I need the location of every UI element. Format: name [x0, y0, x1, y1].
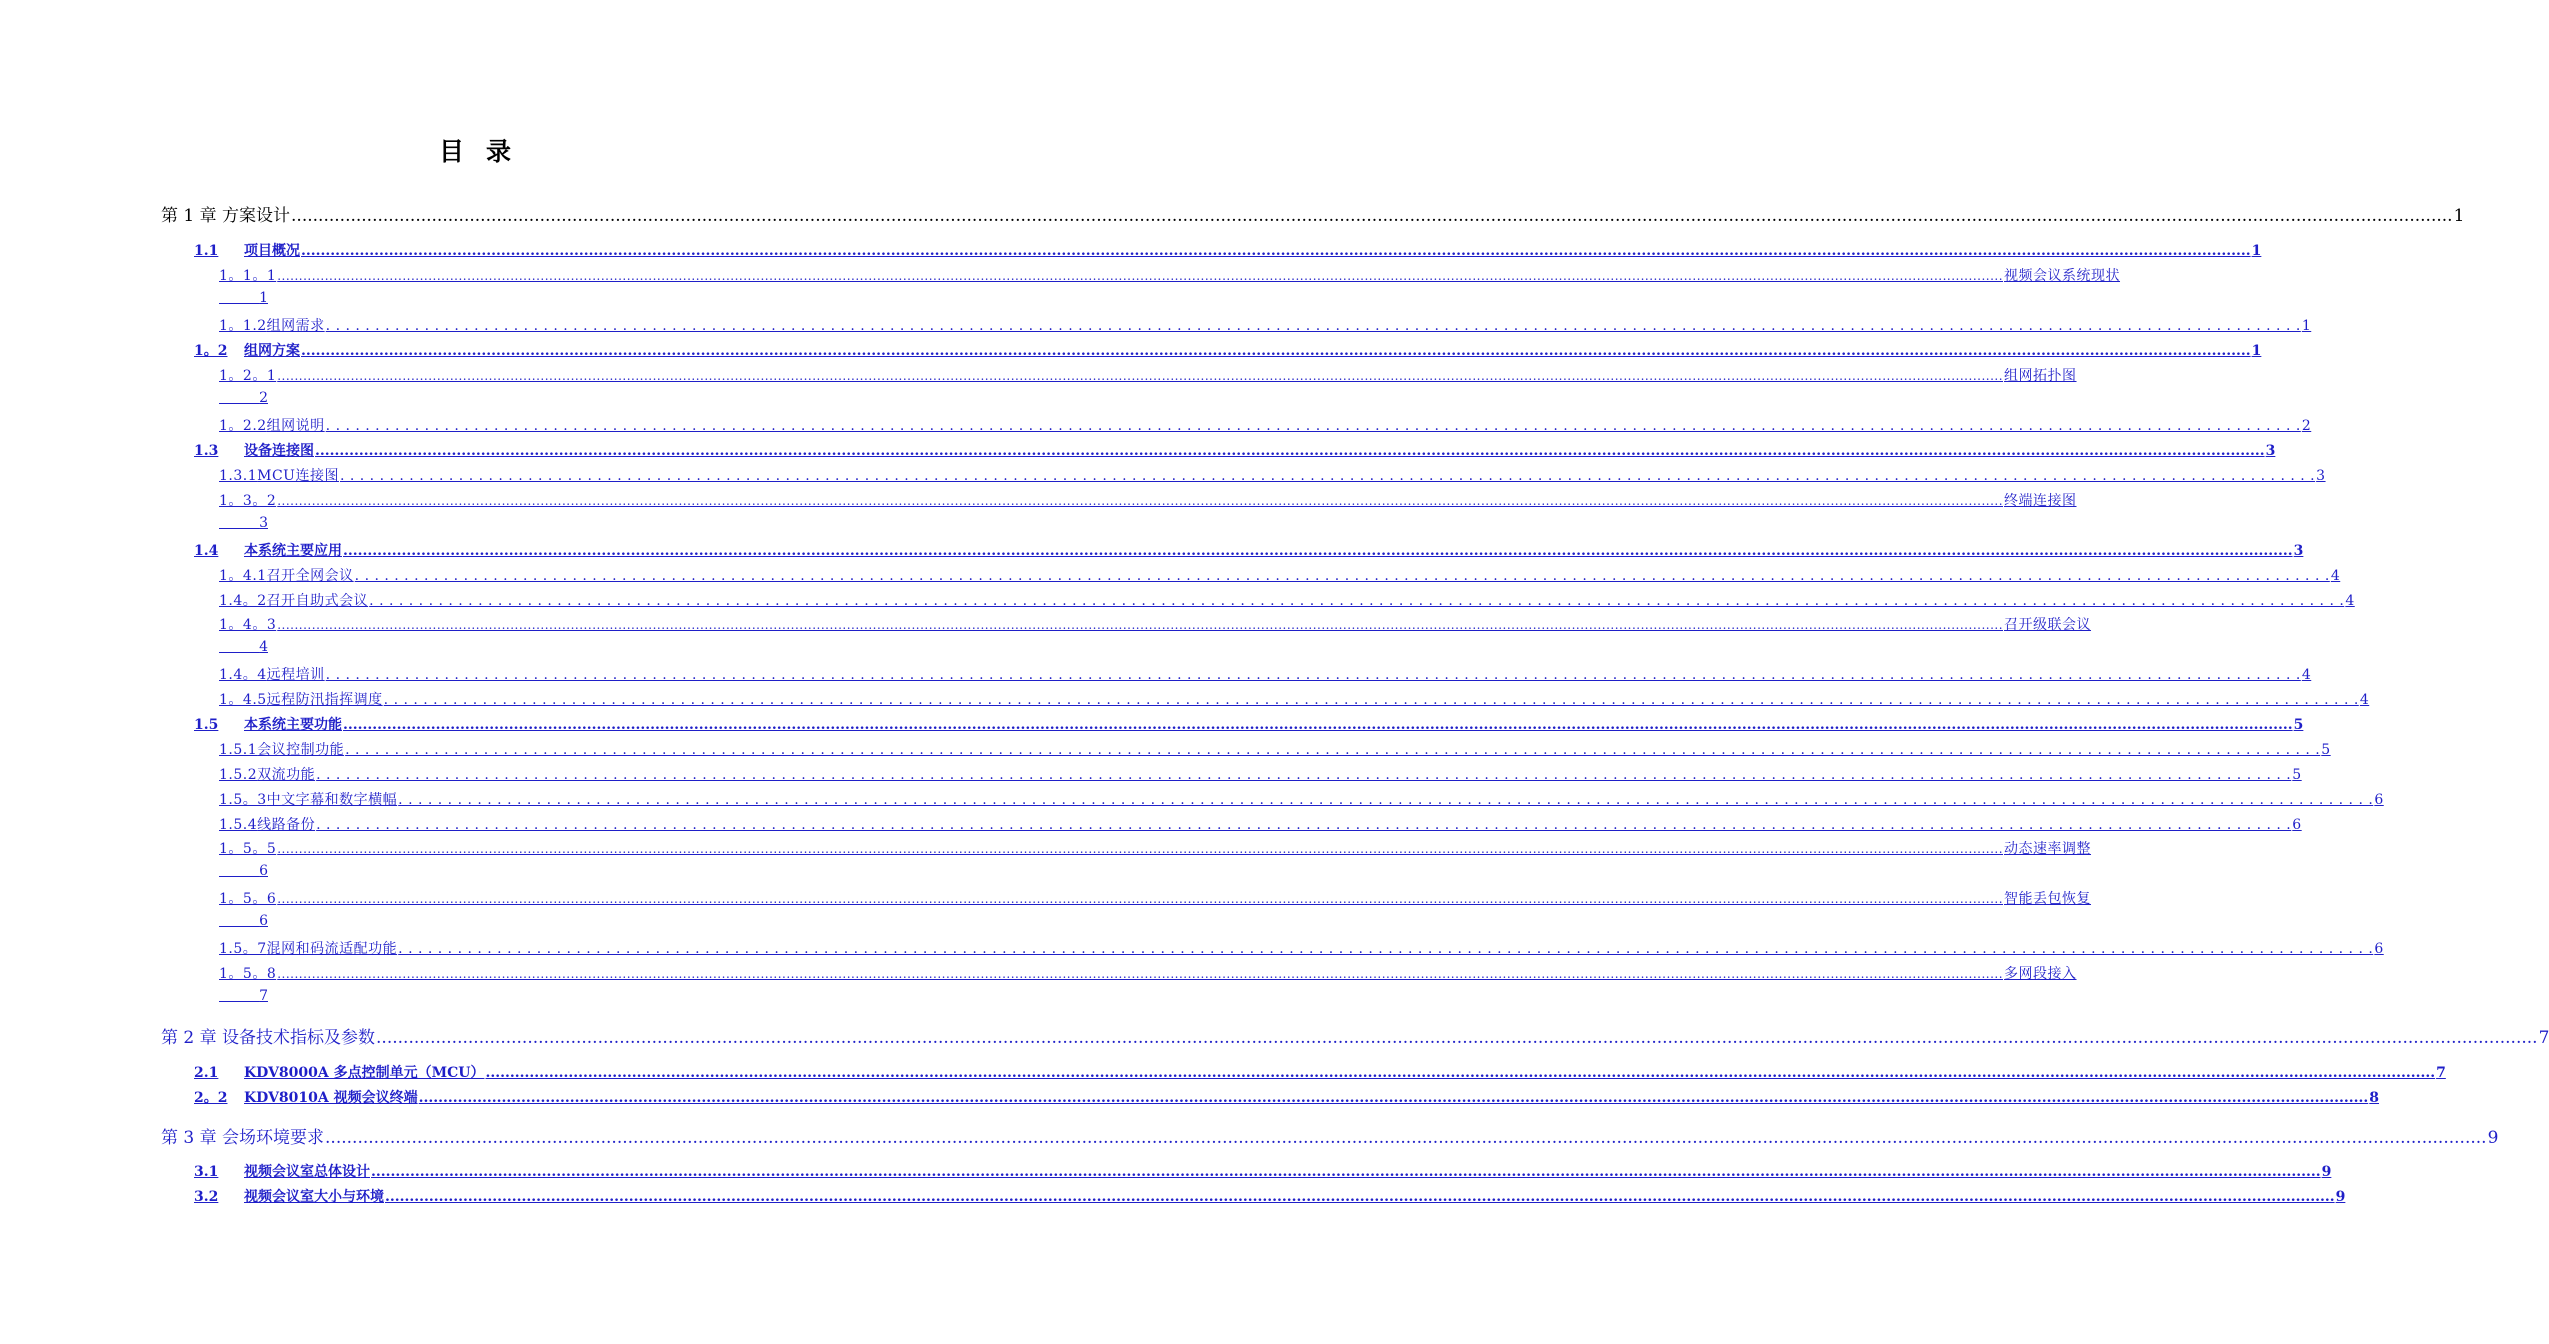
page-number: 4: [2330, 568, 2341, 584]
section-title: KDV8010A 视频会议终端: [244, 1090, 418, 1106]
toc-title: 目录: [438, 137, 533, 166]
page-number: [219, 913, 268, 929]
dot-leader: . . . . . . . . . . . . . . . . . . . . . . . . . . . . . . . . . . . . . . . . . . . . . . . . . . . . . . . . . . . . . . . . . . . . . . . . . . . . . . . . . . . . . . . . . . . . . . . . . . . . . . . . . . . . . . . . . . . . . . . . . . . . . . . . . . . . . . . . . . . . . . . . . . . . . . . . . . . . . . . . . . . . . . . . . . . . . . . . . . . . . . . . . . . . . . . . . . . . . . . .: [325, 318, 2301, 334]
toc-section-link[interactable]: [194, 714, 2304, 734]
page-number: [219, 390, 268, 406]
page-number: [219, 290, 268, 306]
page-number-value: 3: [259, 515, 268, 531]
section-number: 3.2: [194, 1189, 219, 1205]
toc-subsection-link[interactable]: [219, 614, 2092, 634]
dot-leader: . . . . . . . . . . . . . . . . . . . . . . . . . . . . . . . . . . . . . . . . . . . . . . . . . . . . . . . . . . . . . . . . . . . . . . . . . . . . . . . . . . . . . . . . . . . . . . . . . . . . . . . . . . . . . . . . . . . . . . . . . . . . . . . . . . . . . . . . . . . . . . . . . . . . . . . . . . . . . . . . . . . . . . . . . . . . . . . . . . . . . . . . . . . . . . . . . . . . . . . .: [316, 817, 2292, 833]
subsection-title: 召开全网会议: [266, 568, 354, 584]
dot-leader: ................................................................................................................................................................................................................................................................................................................................................................................................................: [277, 494, 2004, 508]
dot-leader: . . . . . . . . . . . . . . . . . . . . . . . . . . . . . . . . . . . . . . . . . . . . . . . . . . . . . . . . . . . . . . . . . . . . . . . . . . . . . . . . . . . . . . . . . . . . . . . . . . . . . . . . . . . . . . . . . . . . . . . . . . . . . . . . . . . . . . . . . . . . . . . . . . . . . . . . . . . . . . . . . . . . . . . . . . . . . . . . . . . . . . . . . . . . . . . . . . . . . . . .: [354, 568, 2330, 584]
section-number: 1.3: [194, 443, 219, 459]
subsection-number: 1.5.1: [219, 742, 258, 758]
subsection-number: 1。2.2: [219, 418, 267, 434]
dot-leader: ................................................................................................................................................................................................................................................................................................................................................................................................................: [301, 343, 2251, 359]
page-number-value: 6: [259, 913, 268, 929]
dot-leader: . . . . . . . . . . . . . . . . . . . . . . . . . . . . . . . . . . . . . . . . . . . . . . . . . . . . . . . . . . . . . . . . . . . . . . . . . . . . . . . . . . . . . . . . . . . . . . . . . . . . . . . . . . . . . . . . . . . . . . . . . . . . . . . . . . . . . . . . . . . . . . . . . . . . . . . . . . . . . . . . . . . . . . . . . . . . . . . . . . . . . . . . . . . . . . . . . . . . . . . .: [369, 593, 2345, 609]
subsection-title: 召开自助式会议: [266, 593, 369, 609]
subsection-title: 组网需求: [266, 318, 325, 334]
page-number: 7: [2538, 1028, 2549, 1048]
toc-subsection-link[interactable]: [219, 664, 2312, 684]
toc-section-link[interactable]: [194, 1087, 2379, 1107]
page-number: 3: [2293, 543, 2304, 559]
toc-subsection-link[interactable]: [219, 265, 2121, 285]
page-number: [219, 863, 268, 879]
page-number: 1: [2251, 343, 2262, 359]
subsection-title: 组网说明: [266, 418, 325, 434]
subsection-number: 1。4.5: [219, 692, 267, 708]
section-title: 本系统主要功能: [244, 717, 342, 733]
toc-subsection-link[interactable]: [219, 814, 2302, 834]
dot-leader: ................................................................................................................................................................................................................................................................................................................................................................................................................: [325, 1128, 2487, 1148]
subsection-title: 视频会议系统现状: [2004, 268, 2121, 284]
toc-subsection-link[interactable]: [219, 315, 2312, 335]
toc-subsection-link[interactable]: [219, 590, 2355, 610]
subsection-number: 1。5。5: [219, 841, 277, 857]
section-number: 2.1: [194, 1065, 219, 1081]
dot-leader: ................................................................................................................................................................................................................................................................................................................................................................................................................: [315, 443, 2265, 459]
dot-leader: ................................................................................................................................................................................................................................................................................................................................................................................................................: [277, 892, 2004, 906]
subsection-title: 混网和码流适配功能: [266, 941, 398, 957]
chapter-title: 第 1 章 方案设计: [161, 206, 291, 226]
dot-leader: ................................................................................................................................................................................................................................................................................................................................................................................................................: [376, 1028, 2538, 1048]
page-number: 9: [2335, 1189, 2346, 1205]
page-number: 5: [2292, 767, 2302, 783]
subsection-title: 会议控制功能: [257, 742, 345, 758]
subsection-number: 1.5.4: [219, 817, 258, 833]
toc-subsection-link[interactable]: [219, 490, 2077, 510]
page-number: 4: [2345, 593, 2355, 609]
section-title: 视频会议室大小与环境: [244, 1189, 384, 1205]
section-title: 设备连接图: [244, 443, 314, 459]
page-number-value: 7: [259, 988, 268, 1004]
dot-leader: ................................................................................................................................................................................................................................................................................................................................................................................................................: [485, 1065, 2436, 1081]
subsection-number: 1。3。2: [219, 493, 277, 509]
dot-leader: ................................................................................................................................................................................................................................................................................................................................................................................................................: [371, 1164, 2321, 1180]
subsection-title: MCU连接图: [257, 468, 339, 484]
subsection-number: 1。1.2: [219, 318, 267, 334]
dot-leader: . . . . . . . . . . . . . . . . . . . . . . . . . . . . . . . . . . . . . . . . . . . . . . . . . . . . . . . . . . . . . . . . . . . . . . . . . . . . . . . . . . . . . . . . . . . . . . . . . . . . . . . . . . . . . . . . . . . . . . . . . . . . . . . . . . . . . . . . . . . . . . . . . . . . . . . . . . . . . . . . . . . . . . . . . . . . . . . . . . . . . . . . . . . . . . . . . . . . . . . .: [383, 692, 2359, 708]
subsection-number: 1。2。1: [219, 368, 277, 384]
toc-subsection-link[interactable]: [219, 415, 2312, 435]
subsection-title: 中文字幕和数字横幅: [266, 792, 398, 808]
dot-leader: . . . . . . . . . . . . . . . . . . . . . . . . . . . . . . . . . . . . . . . . . . . . . . . . . . . . . . . . . . . . . . . . . . . . . . . . . . . . . . . . . . . . . . . . . . . . . . . . . . . . . . . . . . . . . . . . . . . . . . . . . . . . . . . . . . . . . . . . . . . . . . . . . . . . . . . . . . . . . . . . . . . . . . . . . . . . . . . . . . . . . . . . . . . . . . . . . . . . . . . .: [398, 792, 2374, 808]
subsection-number: 1.4。2: [219, 593, 267, 609]
page-number: 4: [2301, 667, 2312, 683]
subsection-number: 1。5。6: [219, 891, 277, 907]
subsection-title: 动态速率调整: [2004, 841, 2092, 857]
subsection-number: 1.5.2: [219, 767, 258, 783]
dot-leader: . . . . . . . . . . . . . . . . . . . . . . . . . . . . . . . . . . . . . . . . . . . . . . . . . . . . . . . . . . . . . . . . . . . . . . . . . . . . . . . . . . . . . . . . . . . . . . . . . . . . . . . . . . . . . . . . . . . . . . . . . . . . . . . . . . . . . . . . . . . . . . . . . . . . . . . . . . . . . . . . . . . . . . . . . . . . . . . . . . . . . . . . . . . . . . . . . . . . . . . .: [398, 941, 2374, 957]
subsection-title: 远程培训: [266, 667, 325, 683]
toc-subsection-link[interactable]: [219, 739, 2331, 759]
page-number: 6: [2292, 817, 2302, 833]
subsection-title: 智能丢包恢复: [2004, 891, 2092, 907]
dot-leader: . . . . . . . . . . . . . . . . . . . . . . . . . . . . . . . . . . . . . . . . . . . . . . . . . . . . . . . . . . . . . . . . . . . . . . . . . . . . . . . . . . . . . . . . . . . . . . . . . . . . . . . . . . . . . . . . . . . . . . . . . . . . . . . . . . . . . . . . . . . . . . . . . . . . . . . . . . . . . . . . . . . . . . . . . . . . . . . . . . . . . . . . . . . . . . . . . . . . . . . .: [316, 767, 2292, 783]
page-number-value: 1: [259, 290, 268, 306]
dot-leader: . . . . . . . . . . . . . . . . . . . . . . . . . . . . . . . . . . . . . . . . . . . . . . . . . . . . . . . . . . . . . . . . . . . . . . . . . . . . . . . . . . . . . . . . . . . . . . . . . . . . . . . . . . . . . . . . . . . . . . . . . . . . . . . . . . . . . . . . . . . . . . . . . . . . . . . . . . . . . . . . . . . . . . . . . . . . . . . . . . . . . . . . . . . . . . . . . . . . . . . .: [345, 742, 2321, 758]
subsection-title: 线路备份: [257, 817, 316, 833]
page-number: 2: [2301, 418, 2312, 434]
page-number: 1: [2301, 318, 2312, 334]
toc-subsection-link[interactable]: [219, 938, 2384, 958]
section-number: 2。2: [194, 1090, 228, 1106]
subsection-number: 1.3.1: [219, 468, 258, 484]
subsection-title: 双流功能: [257, 767, 316, 783]
section-title: 本系统主要应用: [244, 543, 342, 559]
toc-section-link[interactable]: [194, 440, 2276, 460]
page-number: 9: [2487, 1128, 2499, 1148]
section-number: 1.1: [194, 243, 219, 259]
toc-section-link[interactable]: [194, 1062, 2446, 1082]
toc-subsection-link[interactable]: [219, 465, 2326, 485]
page-number: 5: [2321, 742, 2331, 758]
toc-section-link[interactable]: [194, 1161, 2332, 1181]
page-number: [219, 988, 268, 1004]
page-number: 6: [2374, 941, 2384, 957]
subsection-title: 召开级联会议: [2004, 617, 2092, 633]
section-title: KDV8000A 多点控制单元（MCU）: [244, 1065, 485, 1081]
page-number: 7: [2436, 1065, 2446, 1081]
toc-subsection-link[interactable]: [219, 789, 2384, 809]
toc-section-link[interactable]: [194, 240, 2262, 260]
toc-subsection-link[interactable]: [219, 689, 2370, 709]
dot-leader: ................................................................................................................................................................................................................................................................................................................................................................................................................: [343, 717, 2293, 733]
dot-leader: . . . . . . . . . . . . . . . . . . . . . . . . . . . . . . . . . . . . . . . . . . . . . . . . . . . . . . . . . . . . . . . . . . . . . . . . . . . . . . . . . . . . . . . . . . . . . . . . . . . . . . . . . . . . . . . . . . . . . . . . . . . . . . . . . . . . . . . . . . . . . . . . . . . . . . . . . . . . . . . . . . . . . . . . . . . . . . . . . . . . . . . . . . . . . . . . . . . . . . . .: [325, 667, 2301, 683]
toc-subsection-link[interactable]: [219, 963, 2077, 983]
subsection-title: 多网段接入: [2004, 966, 2077, 982]
toc-subsection-link[interactable]: [219, 838, 2092, 858]
toc-subsection-link[interactable]: [219, 365, 2077, 385]
dot-leader: ................................................................................................................................................................................................................................................................................................................................................................................................................: [277, 369, 2004, 383]
page-number: 1: [2251, 243, 2262, 259]
section-number: 1.5: [194, 717, 219, 733]
page-number: 3: [2265, 443, 2276, 459]
toc-chapter-link[interactable]: [161, 1023, 2549, 1048]
dot-leader: ................................................................................................................................................................................................................................................................................................................................................................................................................: [291, 206, 2453, 226]
dot-leader: ................................................................................................................................................................................................................................................................................................................................................................................................................: [277, 618, 2004, 632]
subsection-title: 组网拓扑图: [2004, 368, 2077, 384]
subsection-number: 1.5。7: [219, 941, 267, 957]
subsection-number: 1。4。3: [219, 617, 277, 633]
subsection-number: 1.4。4: [219, 667, 267, 683]
subsection-title: 远程防汛指挥调度: [266, 692, 383, 708]
section-title: 项目概况: [244, 243, 300, 259]
page-number: 5: [2293, 717, 2304, 733]
toc-section-link[interactable]: [194, 340, 2262, 360]
page-number: 1: [2453, 206, 2465, 226]
dot-leader: . . . . . . . . . . . . . . . . . . . . . . . . . . . . . . . . . . . . . . . . . . . . . . . . . . . . . . . . . . . . . . . . . . . . . . . . . . . . . . . . . . . . . . . . . . . . . . . . . . . . . . . . . . . . . . . . . . . . . . . . . . . . . . . . . . . . . . . . . . . . . . . . . . . . . . . . . . . . . . . . . . . . . . . . . . . . . . . . . . . . . . . . . . . . . . . . . . . . . . . .: [339, 468, 2316, 484]
page-number-value: 6: [259, 863, 268, 879]
subsection-title: 终端连接图: [2004, 493, 2077, 509]
dot-leader: ................................................................................................................................................................................................................................................................................................................................................................................................................: [301, 243, 2251, 259]
chapter-title: 第 3 章 会场环境要求: [161, 1128, 325, 1148]
subsection-number: 1。1。1: [219, 268, 277, 284]
dot-leader: . . . . . . . . . . . . . . . . . . . . . . . . . . . . . . . . . . . . . . . . . . . . . . . . . . . . . . . . . . . . . . . . . . . . . . . . . . . . . . . . . . . . . . . . . . . . . . . . . . . . . . . . . . . . . . . . . . . . . . . . . . . . . . . . . . . . . . . . . . . . . . . . . . . . . . . . . . . . . . . . . . . . . . . . . . . . . . . . . . . . . . . . . . . . . . . . . . . . . . . .: [325, 418, 2301, 434]
page-number-value: 2: [259, 390, 268, 406]
page-number: 8: [2369, 1090, 2379, 1106]
dot-leader: ................................................................................................................................................................................................................................................................................................................................................................................................................: [277, 842, 2004, 856]
dot-leader: ................................................................................................................................................................................................................................................................................................................................................................................................................: [277, 967, 2004, 981]
page-number: [219, 639, 268, 655]
toc-chapter-link[interactable]: [161, 201, 2465, 226]
page-number: 4: [2359, 692, 2370, 708]
toc-subsection-link[interactable]: [219, 764, 2302, 784]
page-number: 3: [2316, 468, 2326, 484]
subsection-number: 1。4.1: [219, 568, 267, 584]
toc-section-link[interactable]: [194, 1186, 2346, 1206]
toc-section-link[interactable]: [194, 540, 2304, 560]
page-number: 6: [2374, 792, 2384, 808]
toc-subsection-link[interactable]: [219, 888, 2092, 908]
dot-leader: ................................................................................................................................................................................................................................................................................................................................................................................................................: [418, 1090, 2369, 1106]
subsection-number: 1。5。8: [219, 966, 277, 982]
page-number: [219, 515, 268, 531]
chapter-title: 第 2 章 设备技术指标及参数: [161, 1028, 376, 1048]
dot-leader: ................................................................................................................................................................................................................................................................................................................................................................................................................: [277, 269, 2004, 283]
section-title: 组网方案: [244, 343, 300, 359]
toc-chapter-link[interactable]: [161, 1123, 2499, 1148]
section-number: 1。2: [194, 343, 228, 359]
section-number: 3.1: [194, 1164, 219, 1180]
section-number: 1.4: [194, 543, 219, 559]
toc-subsection-link[interactable]: [219, 565, 2341, 585]
dot-leader: ................................................................................................................................................................................................................................................................................................................................................................................................................: [343, 543, 2293, 559]
page-number-value: 4: [259, 639, 268, 655]
dot-leader: ................................................................................................................................................................................................................................................................................................................................................................................................................: [385, 1189, 2335, 1205]
section-title: 视频会议室总体设计: [244, 1164, 370, 1180]
page-number: 9: [2321, 1164, 2332, 1180]
subsection-number: 1.5。3: [219, 792, 267, 808]
